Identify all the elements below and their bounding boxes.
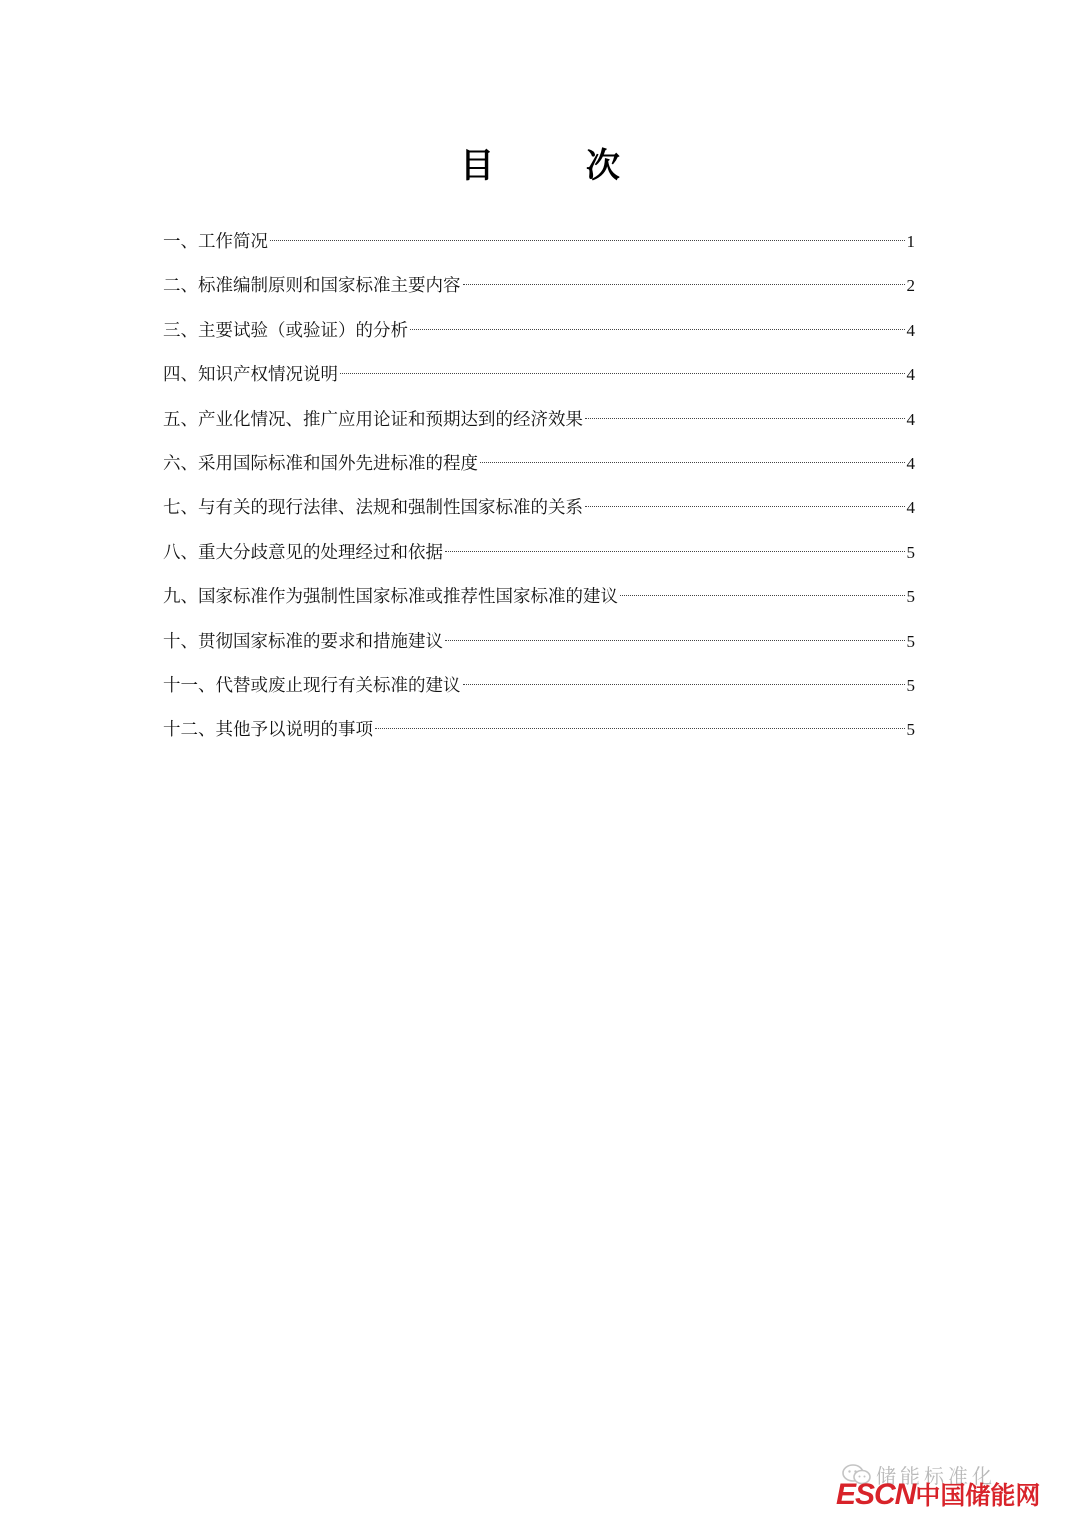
dot-leader: [445, 640, 905, 641]
dot-leader: [410, 329, 905, 330]
toc-entry-text: 十一、代替或废止现行有关标准的建议: [163, 675, 461, 696]
toc-entry-page: 4: [906, 320, 915, 340]
toc-entry[interactable]: [163, 357, 915, 401]
toc-entry[interactable]: [163, 313, 915, 357]
toc-entry-text: 五、产业化情况、推广应用论证和预期达到的经济效果: [163, 409, 583, 430]
toc-entry[interactable]: [163, 268, 915, 312]
toc-entry-page: 4: [906, 498, 915, 518]
toc-entry[interactable]: [163, 535, 915, 579]
dot-leader: [463, 284, 905, 285]
toc-entry[interactable]: [163, 712, 915, 756]
toc-entry[interactable]: [163, 446, 915, 490]
toc-entry[interactable]: [163, 224, 915, 268]
dot-leader: [375, 728, 905, 729]
dot-leader: [270, 240, 905, 241]
escn-logo-latin: ESCN: [836, 1478, 916, 1511]
toc-entry-page: 4: [906, 453, 915, 473]
toc-entry-text: 六、采用国际标准和国外先进标准的程度: [163, 453, 478, 474]
dot-leader: [585, 418, 905, 419]
toc-entry-page: 1: [906, 232, 915, 251]
dot-leader: [463, 684, 905, 685]
toc-entry[interactable]: [163, 668, 915, 712]
toc-entry-text: 二、标准编制原则和国家标准主要内容: [163, 276, 461, 297]
toc-entry-text: 七、与有关的现行法律、法规和强制性国家标准的关系: [163, 498, 583, 519]
toc-entry[interactable]: [163, 402, 915, 446]
toc-list: [163, 224, 915, 757]
dot-leader: [585, 506, 905, 507]
toc-entry-page: 5: [906, 587, 915, 607]
toc-entry-page: 5: [906, 542, 915, 562]
toc-title: 目 次: [460, 146, 660, 186]
toc-entry[interactable]: [163, 490, 915, 534]
dot-leader: [480, 462, 905, 463]
toc-entry[interactable]: [163, 624, 915, 668]
toc-entry-text: 十二、其他予以说明的事项: [163, 720, 373, 741]
toc-entry-text: 四、知识产权情况说明: [163, 365, 338, 386]
toc-entry-text: 八、重大分歧意见的处理经过和依据: [163, 542, 443, 563]
toc-entry-text: 三、主要试验（或验证）的分析: [163, 320, 408, 341]
toc-entry[interactable]: [163, 579, 915, 623]
dot-leader: [445, 551, 905, 552]
toc-entry-page: 2: [906, 276, 915, 296]
toc-entry-page: 5: [906, 720, 915, 740]
toc-entry-page: 5: [906, 631, 915, 651]
dot-leader: [620, 595, 905, 596]
toc-entry-text: 十、贯彻国家标准的要求和措施建议: [163, 631, 443, 652]
escn-logo-chinese: 中国储能网: [915, 1481, 1041, 1510]
escn-logo: [836, 1476, 1040, 1512]
dot-leader: [340, 373, 905, 374]
toc-entry-page: 5: [906, 675, 915, 695]
toc-entry-text: 一、工作简况: [163, 232, 268, 252]
toc-entry-text: 九、国家标准作为强制性国家标准或推荐性国家标准的建议: [163, 587, 618, 608]
watermark: [836, 1464, 1056, 1510]
wechat-account-name: 储能标准化: [876, 1464, 996, 1488]
toc-entry-page: 4: [906, 365, 915, 385]
toc-entry-page: 4: [906, 409, 915, 429]
